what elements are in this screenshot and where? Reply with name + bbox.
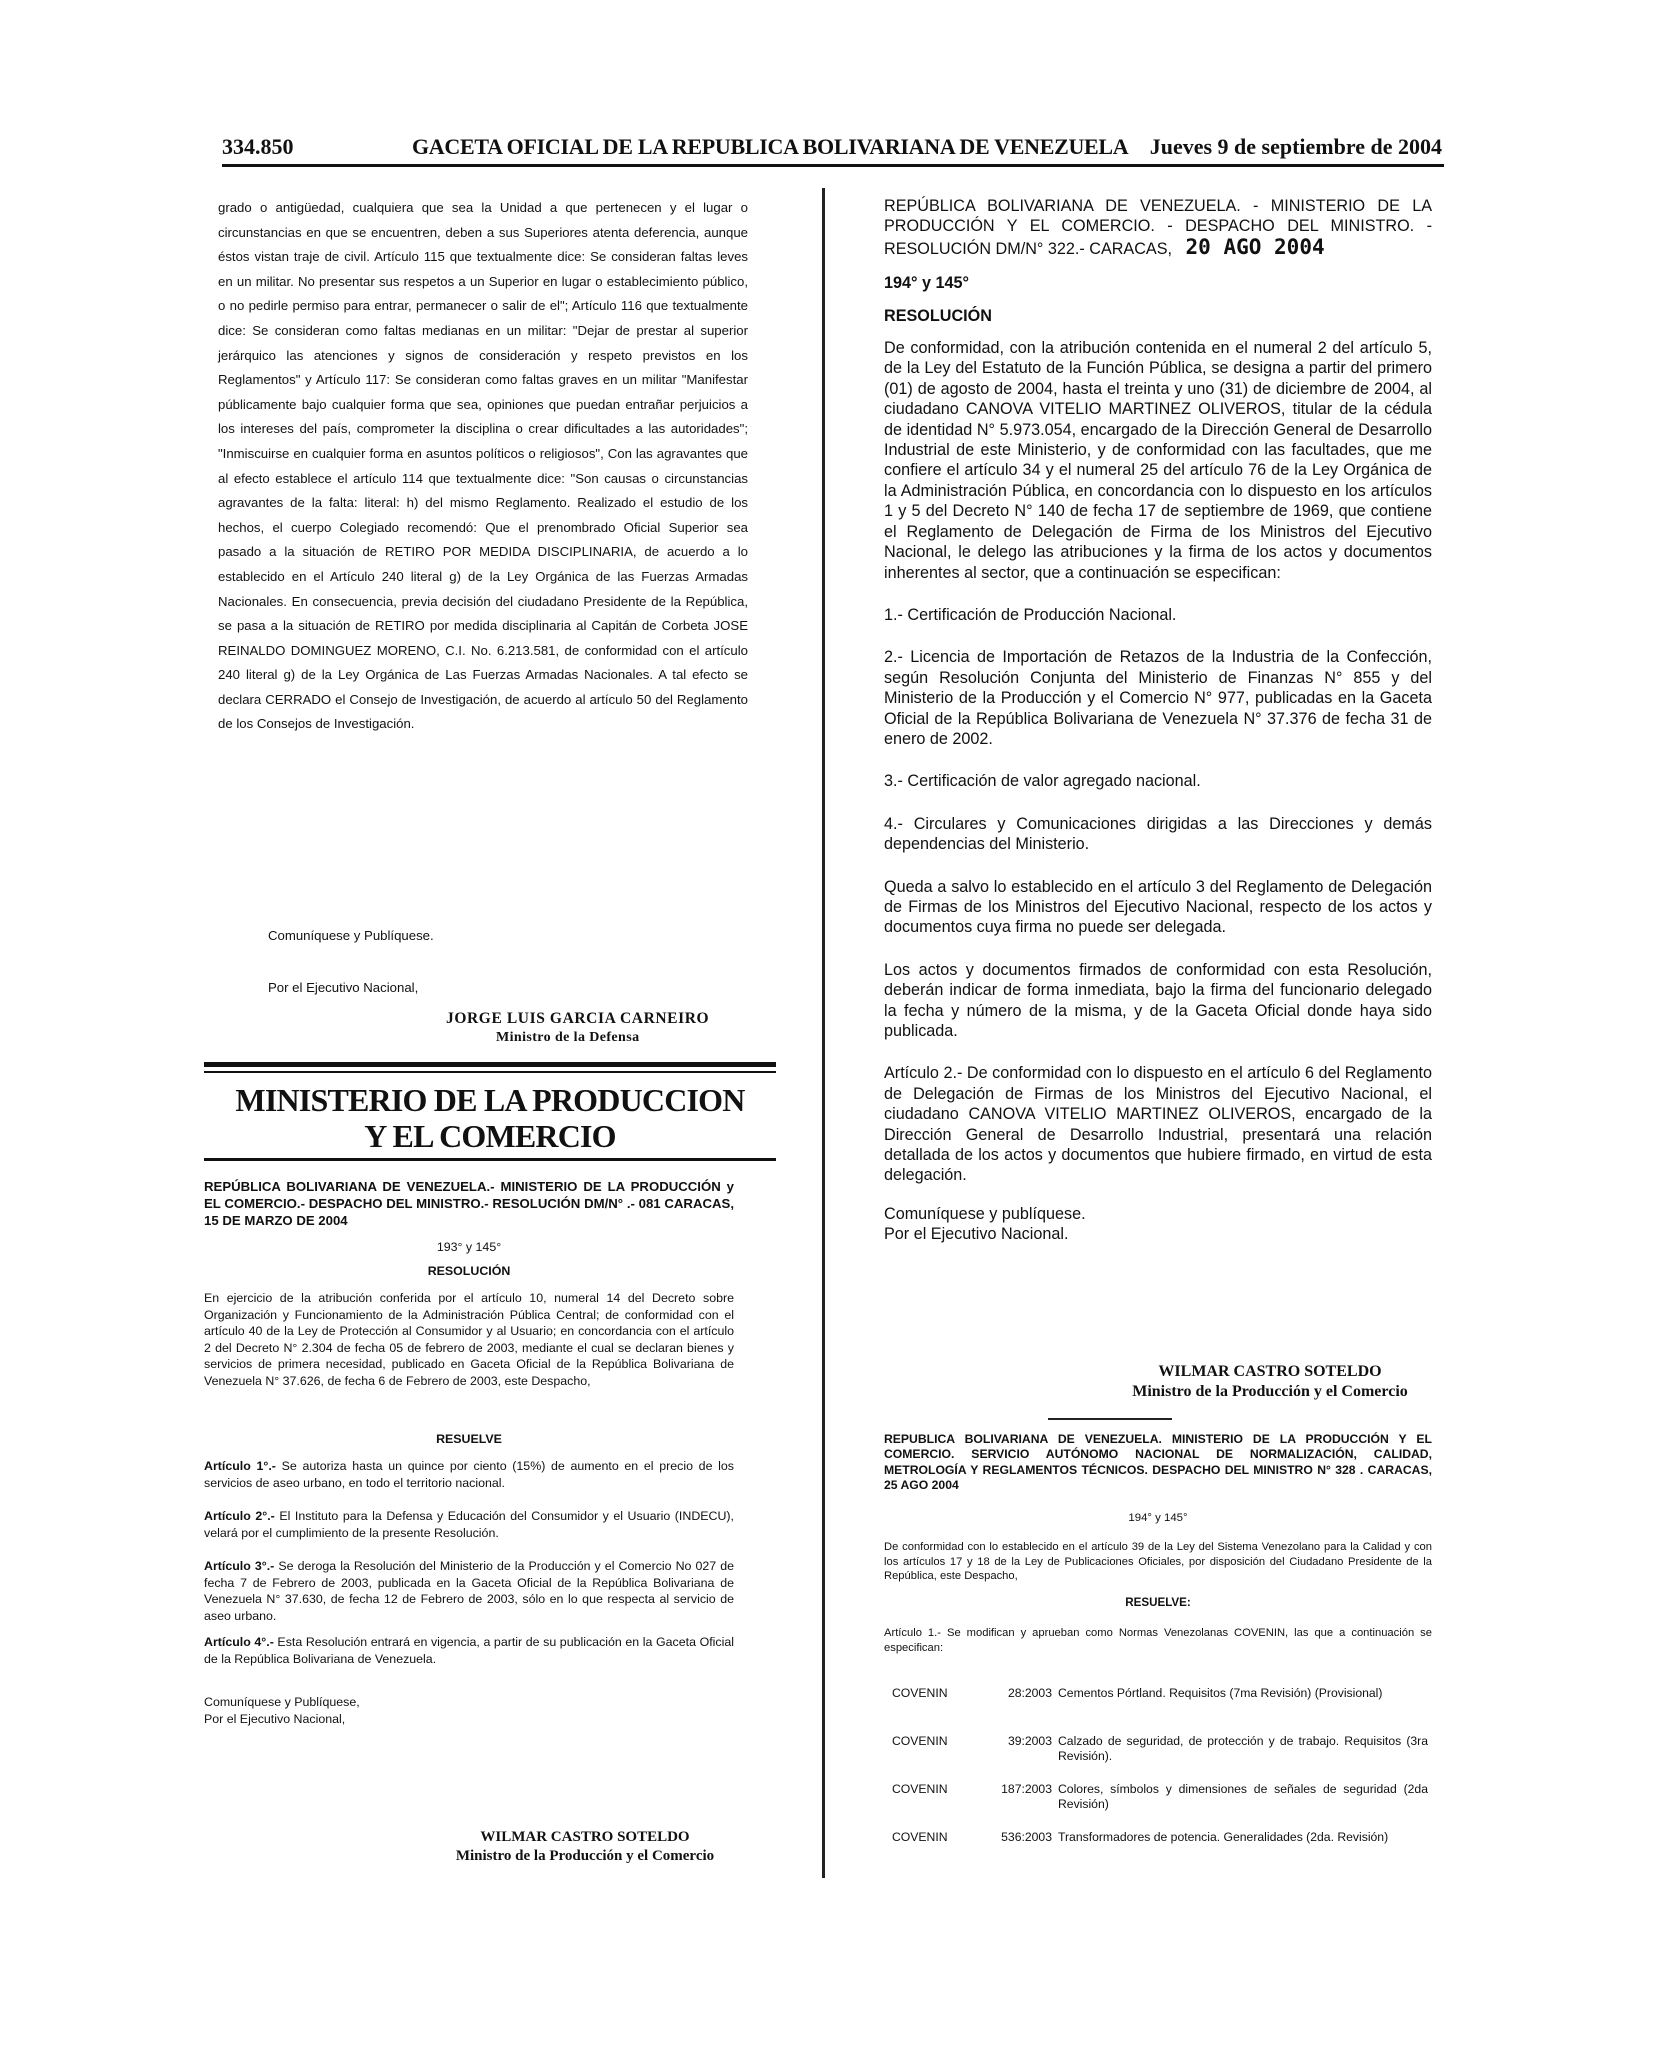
signer-title: Ministro de la Defensa <box>496 1030 640 1045</box>
signer-produccion-left <box>400 1828 770 1866</box>
res-322-item1: 1.- Certificación de Producción Nacional. <box>884 605 1177 624</box>
comuniquese-1 <box>268 928 668 943</box>
res-322-years: 194° y 145° <box>884 274 969 293</box>
comuniquese-text: Comuníquese y Publíquese. <box>268 928 434 943</box>
banner-rule-bottom <box>204 1158 776 1161</box>
signer-defensa-title <box>496 1030 776 1046</box>
years-text: 194° y 145° <box>1128 1512 1188 1524</box>
res-328-resuelve <box>884 1596 1432 1609</box>
res-081-art2 <box>204 1508 734 1541</box>
ministry-line-2: Y EL COMERCIO <box>364 1118 616 1154</box>
res-081-art1 <box>204 1458 734 1491</box>
res-322-item2: 2.- Licencia de Importación de Retazos de la Industria de la Confección, según Resolución Conjunta del Ministerio de Finanzas N° 855 y del Ministerio de la Producción y el Comercio N° 977, publicadas en la Gaceta Oficial de la República Bolivariana de Venezuela N° 37.376 de fecha 31 de enero de 2002. <box>884 648 1432 748</box>
covenin-description: Calzado de seguridad, de protección y de trabajo. Requisitos (3ra Revisión). <box>1058 1734 1428 1763</box>
res-322 <box>884 196 1432 1245</box>
left-column-continuation <box>218 196 748 737</box>
res-322-body: De conformidad, con la atribución contenida en el numeral 2 del artículo 5, de la Ley del Estatuto de la Función Pública, se designa a partir del primero (01) de agosto de 2004, hasta el treinta y uno (31) de diciembre de 2004, al ciudadano CANOVA VITELIO MARTINEZ OLIVEROS, titular de la cédula de identidad N° 5.973.054, encargado de la Dirección General de Desarrollo Industrial de este Ministerio, y de conformidad con las facultades, que me confiere el artículo 34 y el numeral 25 del artículo 76 de la Ley Orgánica de la Administración Pública, en concordancia con lo dispuesto en los artículos 1 y 5 del Decreto N° 140 de fecha 17 de septiembre de 1969, que contiene el Reglamento de Delegación de Firma de los Ministros del Ejecutivo Nacional, le delego las atribuciones y la firma de los actos y documentos inherentes al sector, que a continuación se especifican: <box>884 339 1432 582</box>
article-text: El Instituto para la Defensa y Educación del Consumidor y el Usuario (INDECU), velará por el cumplimiento de la presente Resolución. <box>204 1509 734 1540</box>
article-label: Artículo 4°.- <box>204 1635 274 1649</box>
article-text: Esta Resolución entrará en vigencia, a partir de su publicación en la Gaceta Oficial de la República Bolivariana de Venezuela. <box>204 1635 734 1666</box>
por-ejecutivo-text: Por el Ejecutivo Nacional, <box>204 1711 346 1726</box>
article-label: Artículo 1°.- <box>204 1459 276 1473</box>
res-322-heading <box>884 196 1432 259</box>
covenin-code: COVENIN <box>892 1830 948 1844</box>
resuelve-label: RESUELVE <box>436 1432 502 1446</box>
covenin-description: Transformadores de potencia. Generalidades (2da. Revisión) <box>1058 1830 1389 1844</box>
column-divider <box>822 188 825 1878</box>
comuniquese-2 <box>204 1694 604 1727</box>
res-322-para2: Queda a salvo lo establecido en el artículo 3 del Reglamento de Delegación de Firmas de los Ministros del Ejecutivo Nacional, respecto de los actos y documentos cuya firma no puede ser delegada. <box>884 877 1432 937</box>
header-rule <box>222 164 1444 167</box>
continuation-text: grado o antigüedad, cualquiera que sea la Unidad a que pertenecen y el lugar o circunstancias en que se encuentren, deben a sus Superiores atenta deferencia, aunque éstos vistan traje de civil. Artículo 115 que textualmente dice: Se consideran faltas leves en un militar. No presentar sus respetos a un Superior en lugar o establecimiento público, o no pedirle permiso para entrar, permanecer o salir de el"; Artículo 116 que textualmente dice: Se consideran como faltas medianas en un militar: "Dejar de prestar al superior jerárquico las atenciones y signos de consideración y respeto previstos en los Reglamentos" y Artículo 117: Se consideran como faltas graves en un militar "Manifestar públicamente bajo cualquier forma que sea, opiniones que puedan entrañar perjuicios a los intereses del país, comprometer la disciplina o crear dificultades a las autoridades"; "Inmiscuirse en cualquier forma en asuntos políticos o religiosos", Con las agravantes que al efecto establece el artículo 114 que textualmente dice: "Son causas o circunstancias agravantes de la falta: literal: h) del mismo Reglamento. Realizado el estudio de los hechos, el cuerpo Colegiado recomendó: Que el prenombrado Oficial Superior sea pasado a la situación de RETIRO POR MEDIDA DISCIPLINARIA, de acuerdo a lo establecido en el Artículo 240 literal g) de la Ley Orgánica de las Fuerzas Armadas Nacionales. En consecuencia, previa decisión del ciudadano Presidente de la República, se pasa a la situación de RETIRO por medida disciplinaria al Capitán de Corbeta JOSE REINALDO DOMINGUEZ MORENO, C.I. No. 6.213.581, de conformidad con el artículo 240 literal g) de la Ley Orgánica de Las Fuerzas Armadas Nacionales. A tal efecto se declara CERRADO el Consejo de Investigación, de acuerdo al artículo 50 del Reglamento de los Consejos de Investigación. <box>218 200 748 732</box>
signer-name: WILMAR CASTRO SOTELDO <box>480 1829 690 1845</box>
preamble-text: En ejercicio de la atribución conferida por el artículo 10, numeral 14 del Decreto sobre Organización y Funcionamiento de la Administración Pública Central; de conformidad con el artículo 40 de la Ley de Protección al Consumidor y al Usuario; en concordancia con el artículo 2 del Decreto N° 2.304 de fecha 05 de febrero de 2003, mediante el cual se declaran bienes y servicios de primera necesidad, publicado en Gaceta Oficial de la República Bolivariana de Venezuela N° 37.626, de fecha 6 de Febrero de 2003, este Despacho, <box>204 1291 734 1388</box>
res-322-para3: Los actos y documentos firmados de conformidad con esta Resolución, deberán indicar de forma inmediata, bajo la firma del funcionario delegado la fecha y número de la misma, y de la Gaceta Oficial donde haya sido publicada. <box>884 960 1432 1040</box>
signer-produccion-right <box>1100 1362 1440 1402</box>
page-number: 334.850 <box>222 134 294 159</box>
por-ejecutivo-text: Por el Ejecutivo Nacional, <box>268 980 419 995</box>
gazette-title: GACETA OFICIAL DE LA REPUBLICA BOLIVARIANA DE VENEZUELA <box>412 134 1129 159</box>
heading-text: REPÚBLICA BOLIVARIANA DE VENEZUELA.- MINISTERIO DE LA PRODUCCIÓN y EL COMERCIO.- DESPACHO DEL MINISTRO.- RESOLUCIÓN DM/N° .- 081 CARACAS, 15 DE MARZO DE 2004 <box>204 1179 734 1228</box>
issue-date: Jueves 9 de septiembre de 2004 <box>1149 134 1442 159</box>
res-081-art4 <box>204 1634 734 1667</box>
stamp-date: 20 AGO 2004 <box>1185 234 1325 259</box>
article-text: Artículo 1.- Se modifican y aprueban como Normas Venezolanas COVENIN, las que a continuación se especifican: <box>884 1627 1432 1654</box>
heading-text: REPÚBLICA BOLIVARIANA DE VENEZUELA. - MINISTERIO DE LA PRODUCCIÓN Y EL COMERCIO. - DESPACHO DEL MINISTRO. - RESOLUCIÓN DM/N° 322.- CARACAS, <box>884 197 1432 258</box>
resuelve-label: RESUELVE: <box>1125 1596 1191 1609</box>
res-081-art3 <box>204 1558 734 1624</box>
res-322-item3: 3.- Certificación de valor agregado nacional. <box>884 772 1201 791</box>
years-text: 193° y 145° <box>436 1240 502 1254</box>
ministry-banner <box>204 1062 776 1162</box>
ministry-line-1: MINISTERIO DE LA PRODUCCION <box>235 1082 745 1118</box>
resolucion-label: RESOLUCIÓN <box>427 1264 511 1278</box>
article-label: Artículo 2°.- <box>204 1509 275 1523</box>
signer-name: WILMAR CASTRO SOTELDO <box>1158 1363 1382 1380</box>
covenin-description: Cementos Pórtland. Requisitos (7ma Revisión) (Provisional) <box>1058 1686 1383 1700</box>
res-322-por-ejecutivo: Por el Ejecutivo Nacional. <box>884 1225 1069 1244</box>
section-separator <box>1048 1418 1172 1420</box>
body-text: De conformidad con lo establecido en el artículo 39 de la Ley del Sistema Venezolano para la Calidad y con los artículos 17 y 18 de la Ley de Publicaciones Oficiales, por disposición del Ciudadano Presidente de la República, este Despacho, <box>884 1541 1432 1583</box>
page-header <box>222 134 1442 166</box>
signer-title: Ministro de la Producción y el Comercio <box>455 1848 715 1864</box>
res-322-para4: Artículo 2.- De conformidad con lo dispuesto en el artículo 6 del Reglamento de Delegación de Firmas de los Ministros del Ejecutivo Nacional, el ciudadano CANOVA VITELIO MARTINEZ OLIVEROS, encargado de la Dirección General de Desarrollo Industrial, presentará una relación detallada de los actos y documentos que hubiere firmado, en virtud de esta delegación. <box>884 1064 1432 1185</box>
covenin-number: 536:2003 <box>1001 1830 1052 1844</box>
res-328-years <box>884 1512 1432 1524</box>
res-081-preamble <box>204 1290 734 1390</box>
res-328-art1 <box>884 1626 1432 1655</box>
res-081-title <box>204 1264 734 1278</box>
heading-text: REPUBLICA BOLIVARIANA DE VENEZUELA. MINISTERIO DE LA PRODUCCIÓN Y EL COMERCIO. SERVICIO AUTÓNOMO NACIONAL DE NORMALIZACIÓN, CALIDAD, METROLOGÍA Y REGLAMENTOS TÉCNICOS. DESPACHO DEL MINISTRO N° 328 . CARACAS, 25 AGO 2004 <box>884 1432 1432 1493</box>
por-ejecutivo-1 <box>268 980 668 995</box>
res-322-title: RESOLUCIÓN <box>884 306 992 325</box>
signer-defensa-name <box>446 1010 766 1028</box>
covenin-code: COVENIN <box>892 1782 948 1796</box>
covenin-code: COVENIN <box>892 1734 948 1748</box>
article-text: Se deroga la Resolución del Ministerio de la Producción y el Comercio No 027 de fecha 7 de Febrero de 2003, publicada en la Gaceta Oficial de la República Bolivariana de Venezuela N° 37.630, de fecha 12 de Febrero de 2003, sólo en lo que respecta al servicio de aseo urbano. <box>204 1559 735 1623</box>
banner-rule-thin <box>204 1071 776 1073</box>
res-328-body <box>884 1540 1432 1584</box>
comuniquese-text: Comuníquese y Publíquese, <box>204 1695 360 1709</box>
res-081-years <box>204 1240 734 1254</box>
article-label: Artículo 3°.- <box>204 1559 275 1573</box>
res-081-heading <box>204 1178 734 1229</box>
res-081-resuelve <box>204 1432 734 1446</box>
res-328-heading <box>884 1432 1432 1494</box>
covenin-description: Colores, símbolos y dimensiones de señales de seguridad (2da Revisión) <box>1058 1782 1428 1811</box>
article-text: Se autoriza hasta un quince por ciento (15%) de aumento en el precio de los servicios de aseo urbano, en todo el territorio nacional. <box>204 1459 734 1490</box>
signer-title: Ministro de la Producción y el Comercio <box>1132 1383 1408 1400</box>
covenin-number: 187:2003 <box>1001 1782 1052 1796</box>
res-322-item4: 4.- Circulares y Comunicaciones dirigidas a las Direcciones y demás dependencias del Ministerio. <box>884 814 1432 854</box>
signer-name: JORGE LUIS GARCIA CARNEIRO <box>446 1010 710 1027</box>
covenin-number: 28:2003 <box>1007 1686 1052 1700</box>
res-322-comuniquese: Comuníquese y publíquese. <box>884 1204 1086 1223</box>
banner-rule-thick <box>204 1062 776 1067</box>
covenin-code: COVENIN <box>892 1686 948 1700</box>
covenin-number: 39:2003 <box>1007 1734 1052 1748</box>
